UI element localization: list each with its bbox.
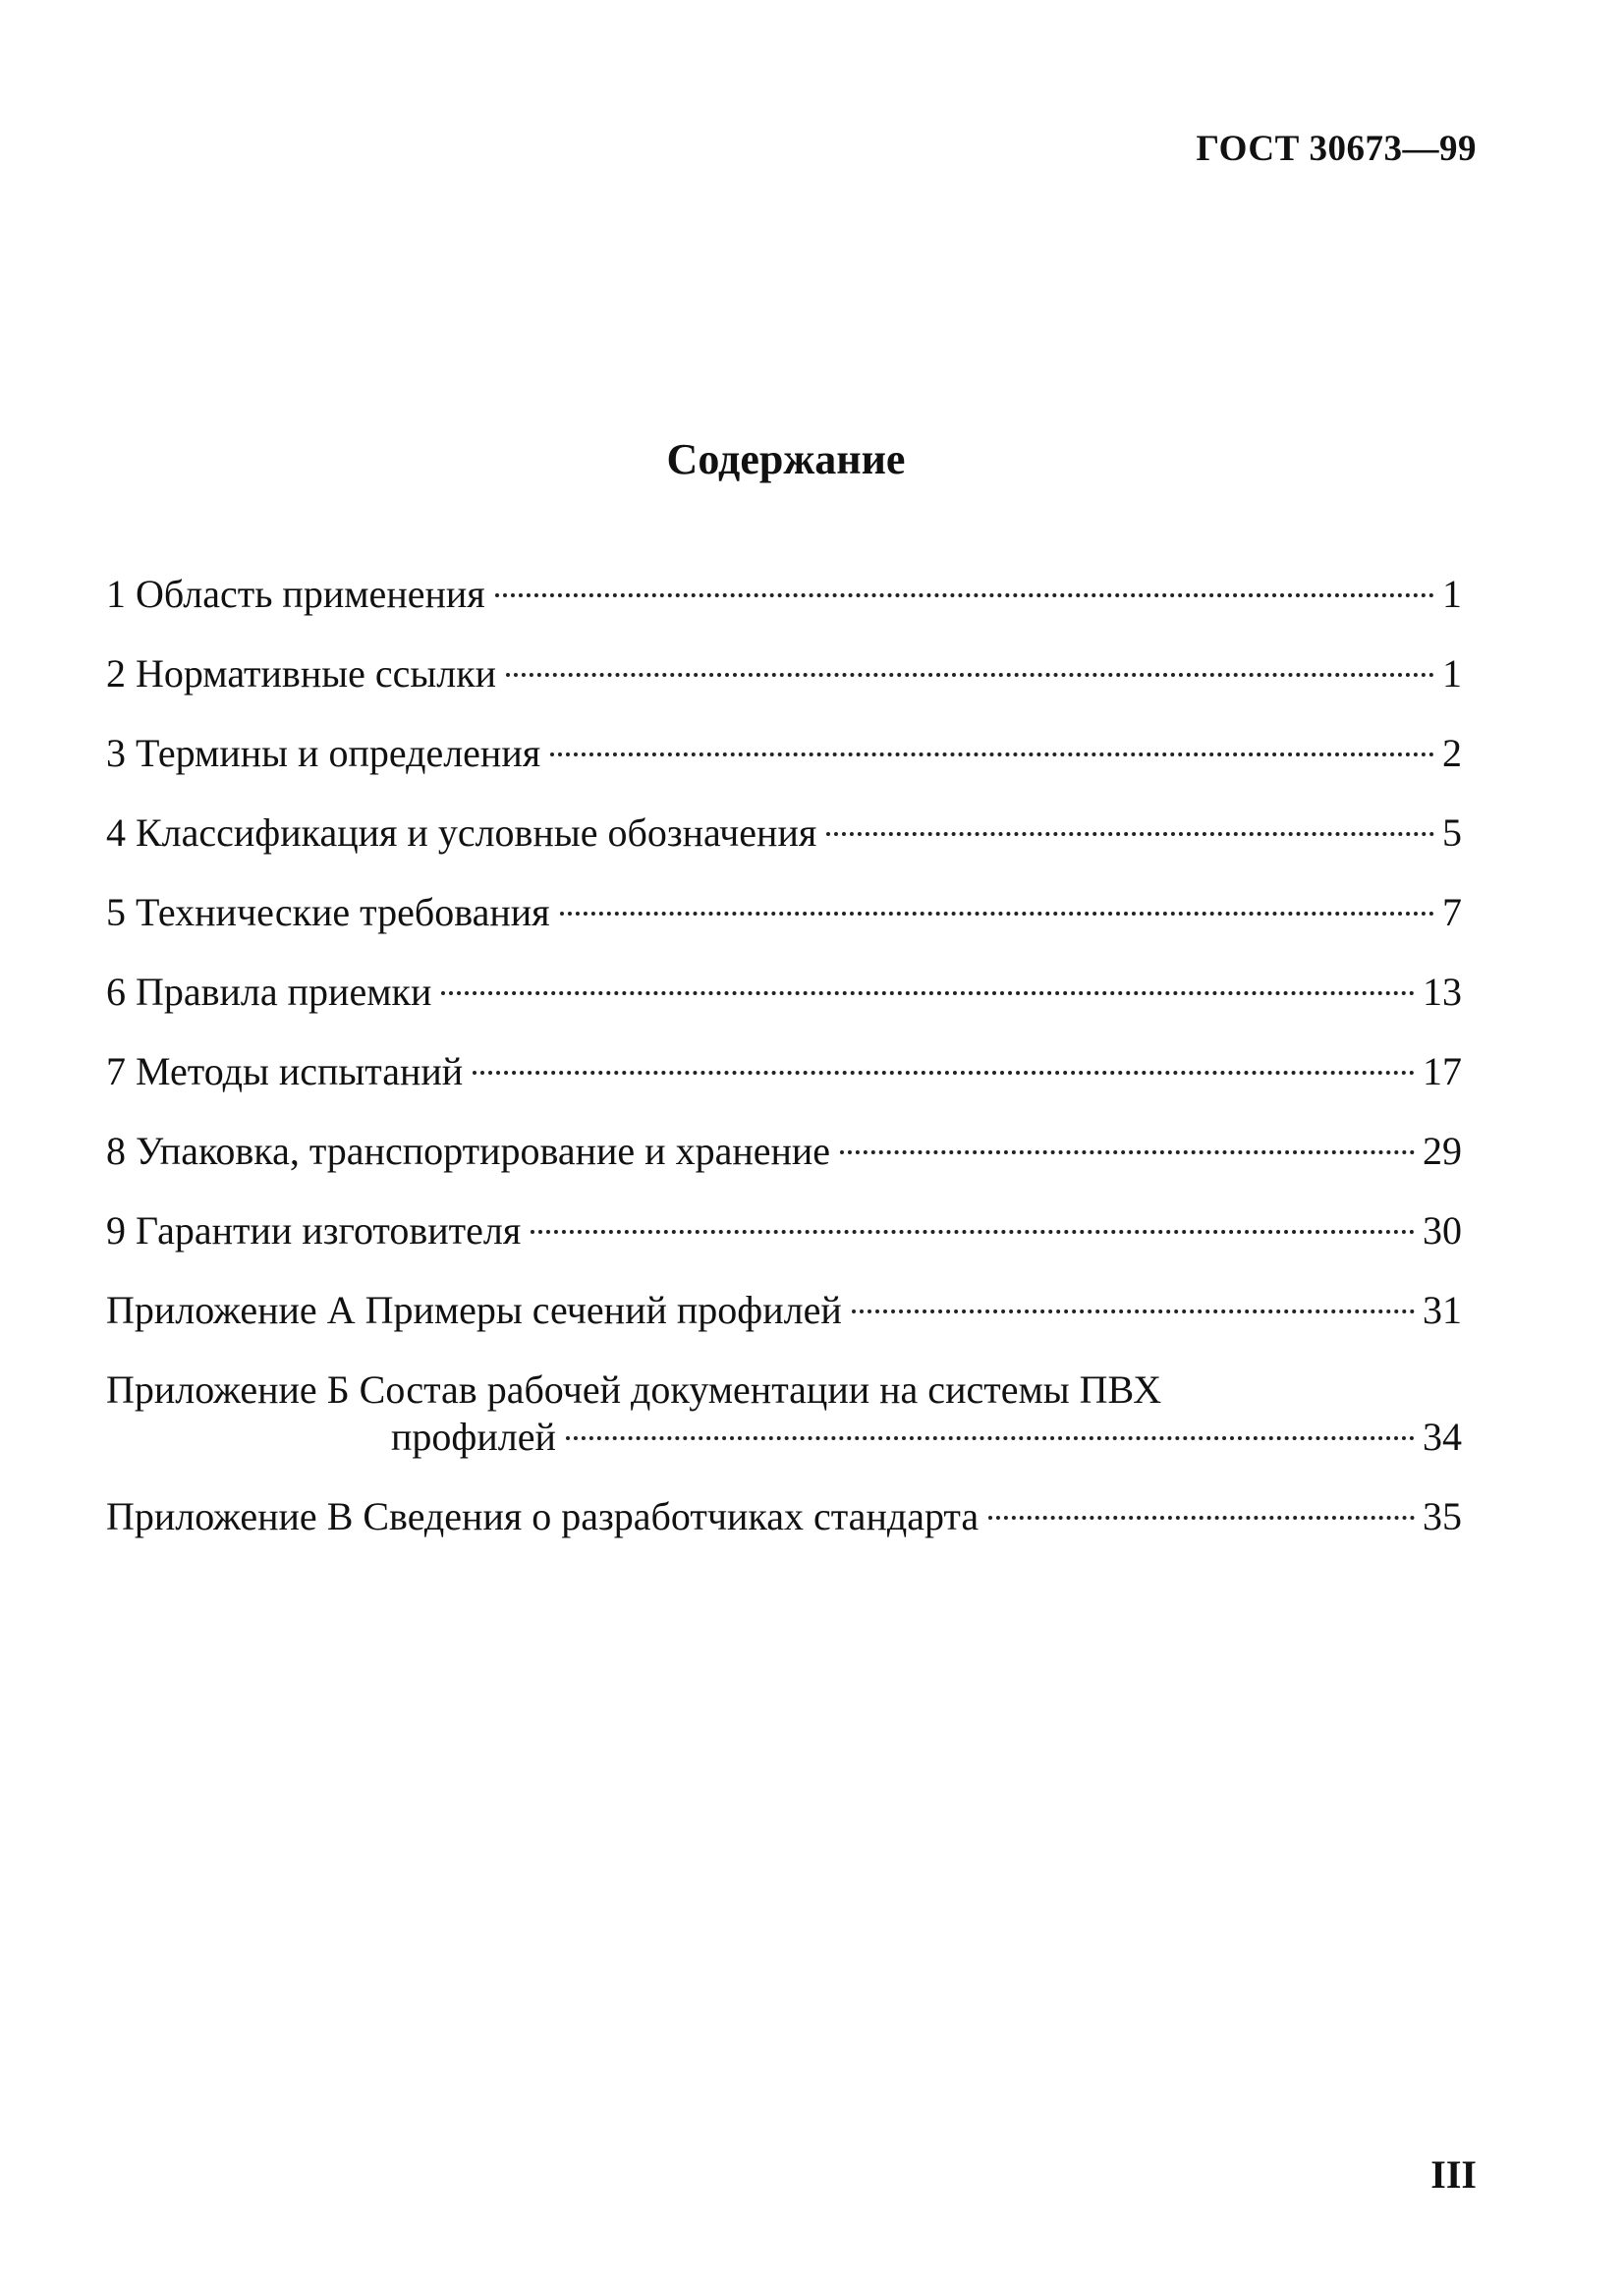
toc-entry-page: 31 (1423, 1288, 1462, 1332)
toc-entry-label: 6 Правила приемки (106, 970, 432, 1014)
dot-leader (852, 1309, 1415, 1313)
toc-entry[interactable] (106, 888, 1462, 937)
toc-entry-label: 5 Технические требования (106, 890, 550, 934)
toc-entry-page: 2 (1442, 731, 1462, 775)
dot-leader (826, 832, 1434, 836)
toc-entry-page: 17 (1423, 1049, 1462, 1093)
dot-leader (550, 752, 1434, 756)
toc-entry-page: 5 (1442, 810, 1462, 855)
dot-leader (441, 991, 1415, 995)
toc-entry[interactable] (106, 1047, 1462, 1096)
toc-entry-page: 29 (1423, 1129, 1462, 1173)
toc-entry-page: 1 (1442, 651, 1462, 696)
dot-leader (495, 593, 1434, 597)
toc-entry-label: 8 Упаковка, транспортирование и хранение (106, 1129, 831, 1173)
toc-entry-page: 13 (1423, 970, 1462, 1014)
toc-entry-label: 1 Область применения (106, 572, 485, 616)
dot-leader (988, 1516, 1415, 1520)
dot-leader (840, 1150, 1415, 1154)
toc-entry[interactable] (106, 1286, 1462, 1335)
toc-entry-label: 9 Гарантии изготовителя (106, 1208, 522, 1253)
toc-entry-page: 35 (1423, 1494, 1462, 1538)
toc-entry-page: 7 (1442, 890, 1462, 934)
dot-leader (566, 1436, 1415, 1440)
toc-entry[interactable] (106, 1206, 1462, 1255)
document-code: ГОСТ 30673—99 (1196, 129, 1477, 169)
toc-entry[interactable] (106, 570, 1462, 619)
toc-entry-page: 1 (1442, 572, 1462, 616)
table-of-contents (106, 570, 1462, 1572)
toc-entry[interactable] (106, 649, 1462, 698)
toc-entry[interactable] (106, 968, 1462, 1017)
toc-entry-label-continuation: профилей (391, 1415, 556, 1459)
toc-entry-label: 2 Нормативные ссылки (106, 651, 497, 696)
toc-entry[interactable] (106, 808, 1462, 858)
toc-entry-label: Приложение Б Состав рабочей документации на системы ПВХ (106, 1367, 1162, 1412)
dot-leader (560, 912, 1434, 916)
toc-entry-label: Приложение В Сведения о разработчиках стандарта (106, 1494, 980, 1538)
toc-entry-label: Приложение А Примеры сечений профилей (106, 1288, 842, 1332)
dot-leader (531, 1230, 1415, 1234)
toc-entry-label: 3 Термины и определения (106, 731, 541, 775)
dot-leader (473, 1071, 1415, 1075)
toc-entry-label: 7 Методы испытаний (106, 1049, 464, 1093)
toc-entry[interactable] (106, 1127, 1462, 1176)
toc-title: Содержание (666, 435, 906, 483)
toc-entry-label: 4 Классификация и условные обозначения (106, 810, 817, 855)
toc-entry-page: 30 (1423, 1208, 1462, 1253)
page-number: III (1430, 2152, 1477, 2197)
toc-entry[interactable] (106, 1365, 1462, 1462)
toc-entry[interactable] (106, 1492, 1462, 1541)
toc-entry-page: 34 (1423, 1415, 1462, 1459)
dot-leader (506, 673, 1434, 677)
toc-entry[interactable] (106, 729, 1462, 778)
